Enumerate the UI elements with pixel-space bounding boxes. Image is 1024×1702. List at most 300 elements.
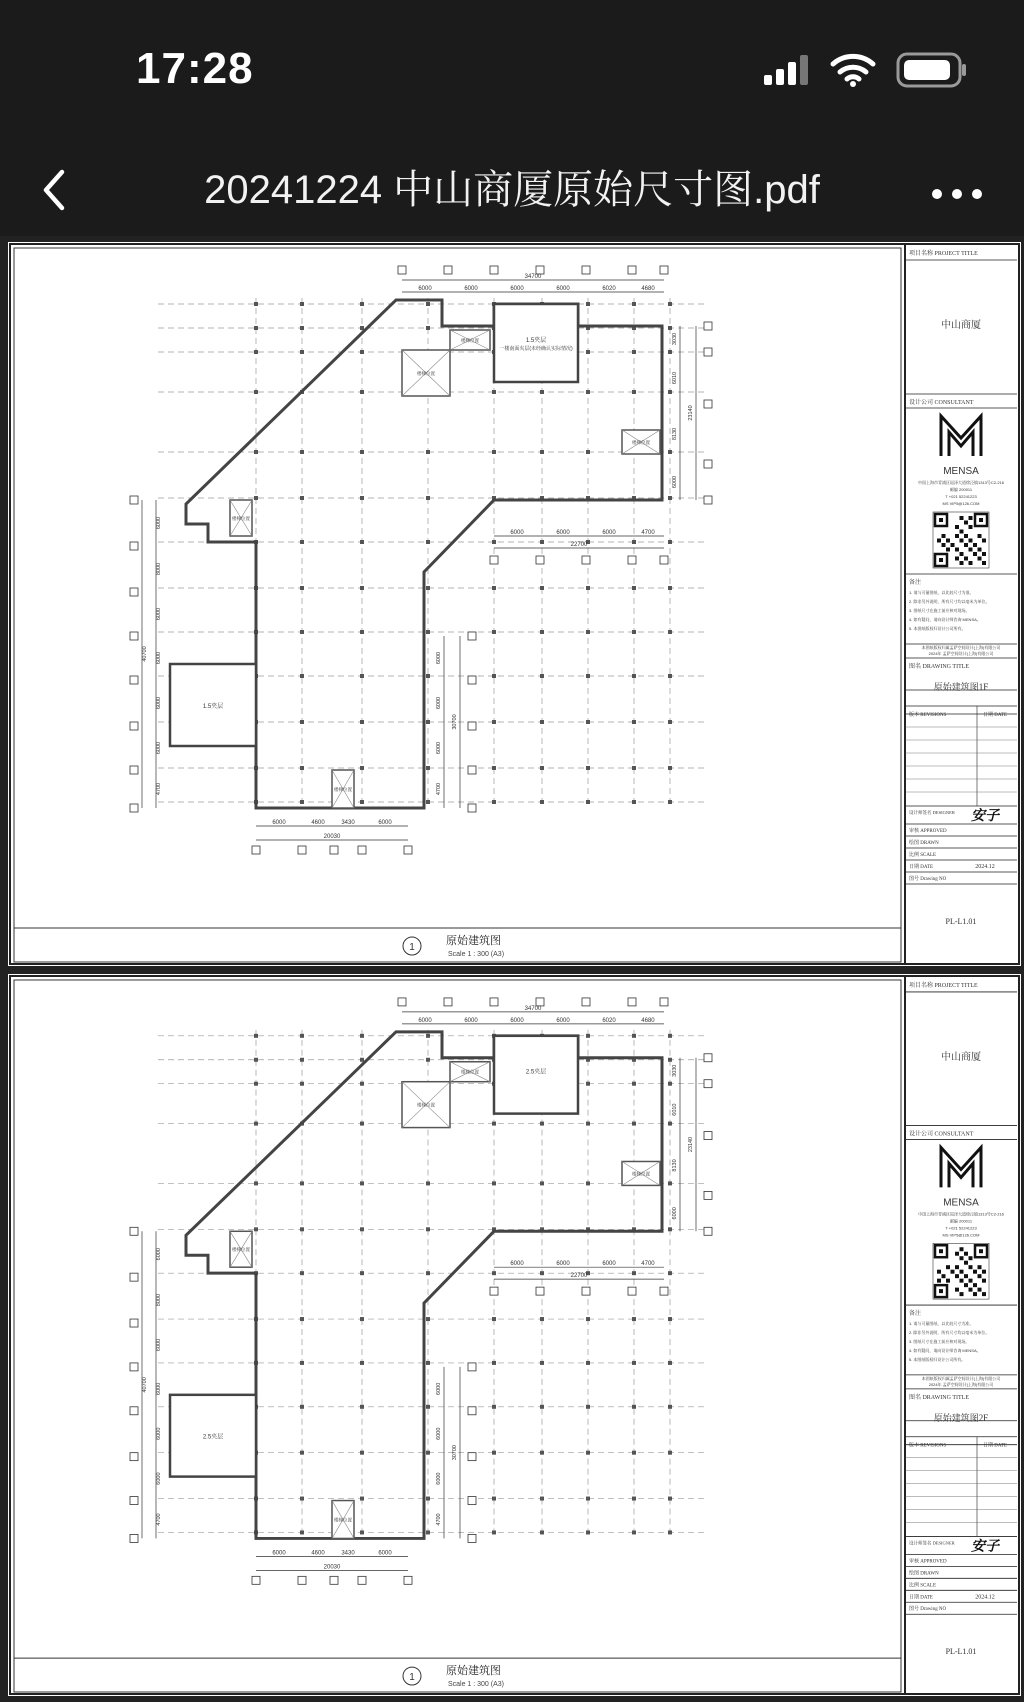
structural-column [254,1082,258,1086]
structural-column [668,350,672,354]
structural-column [540,1405,544,1409]
grid-axis-tag [704,348,712,356]
qr-module [942,1274,946,1278]
grid-axis-tag [130,542,138,550]
grid-axis-tag [130,1534,138,1542]
grid-axis-tag [358,846,366,854]
structural-column [426,1451,430,1455]
structural-column [300,766,304,770]
qr-module [964,557,968,561]
nav-bar [0,140,1024,236]
structural-column [540,1497,544,1501]
dimension-value: 4600 [311,820,325,826]
qr-module [969,1256,973,1260]
structural-column [586,1405,590,1409]
company-phone: T +021 52241223 [945,494,977,499]
qr-module [969,1265,973,1269]
dimension-value: 6000 [156,651,162,665]
grid-axis-tag [704,1054,712,1062]
qr-finder-core [939,1289,943,1293]
structural-column [632,1082,636,1086]
floor-plan-sheet-2 [8,974,1021,1696]
dimension-value: 6000 [672,475,678,489]
grid-axis-tag [468,804,476,812]
copyright-line: 本图纸版权归属孟萨空间设计(上海)有限公司 [921,1375,1001,1381]
grid-axis-tag [628,266,636,274]
qr-module [964,1274,968,1278]
drawing-no-label: 图号 Drawing NO [909,877,947,882]
qr-module [951,1270,955,1274]
structural-column [632,800,636,804]
structural-column [668,674,672,678]
structural-column [586,1317,590,1321]
structural-column [668,586,672,590]
dimension-value: 3430 [341,820,355,826]
qr-module [982,1270,986,1274]
project-title-label: 项目名称 PROJECT TITLE [909,982,978,989]
dimension-value: 6020 [602,286,616,292]
grid-axis-tag [468,632,476,640]
structural-column [300,1181,304,1185]
structural-column [426,326,430,330]
pdf-page-2[interactable] [8,974,1021,1696]
qr-module [960,530,964,534]
dimension-value: 4700 [155,1513,163,1526]
grid-axis-tag [130,496,138,504]
structural-column [300,450,304,454]
grid-axis-tag [582,998,590,1006]
grid-axis-tag [468,1453,476,1461]
qr-module [969,561,973,565]
structural-column [492,390,496,394]
dimension-total: 20030 [323,834,341,840]
grid-axis-tag [130,766,138,774]
structural-column [360,350,364,354]
qr-module [960,516,964,520]
consultant-label: 设计公司 CONSULTANT [909,1131,974,1138]
mensa-logo-icon [941,416,981,456]
structural-column [492,766,496,770]
structural-column [426,1317,430,1321]
dimension-value: 4700 [156,782,162,796]
grid-axis-tag [130,588,138,596]
more-options-button[interactable] [924,154,994,214]
structural-column [360,630,364,634]
structural-column [492,1530,496,1534]
structural-column [540,1451,544,1455]
grid-axis-tag [330,846,338,854]
structural-column [360,766,364,770]
dimension-value: 6000 [556,530,570,536]
grid-axis-tag [490,1287,498,1295]
dimension-value: 6000 [155,1338,163,1352]
structural-column [300,496,304,500]
structural-column [668,1405,672,1409]
qr-module [937,1270,941,1274]
structural-column [632,630,636,634]
structural-column [492,1317,496,1321]
dimension-value: 6000 [556,286,570,292]
structural-column [492,1122,496,1126]
mezzanine-west-label: 2.5夹层 [202,1434,224,1441]
qr-module [982,552,986,556]
grid-axis-tag [404,846,412,854]
wifi-icon [830,53,876,87]
note-line: 2. 除非另外说明，所有尺寸均以毫米为单位。 [909,599,990,604]
structural-column [300,1530,304,1534]
grid-axis-tag [468,766,476,774]
structural-column [492,1271,496,1275]
dimension-value: 6020 [602,1017,616,1024]
qr-module [964,1252,968,1256]
structural-column [586,1082,590,1086]
logo-mark [941,416,981,456]
structural-column [668,1271,672,1275]
dimension-value: 6000 [378,1550,392,1557]
structural-column [254,496,258,500]
structural-column [426,1271,430,1275]
structural-column [668,540,672,544]
grid-axis-tag [704,1227,712,1235]
grid-axis-tag [704,460,712,468]
grid-axis-tag [468,722,476,730]
company-phone: T +021 52241223 [945,1225,977,1231]
grid-axis-tag [628,556,636,564]
structural-column [668,496,672,500]
scale-label: 比例 SCALE [909,853,937,858]
mezzanine-core-label: 2.5夹层 [525,1069,547,1076]
grid-axis-tag [130,676,138,684]
qr-module [955,534,959,538]
note-line: 1. 请与可量图纸，以比较尺寸为准。 [909,590,974,595]
structural-column [492,1181,496,1185]
grid-axis-tag [298,1576,306,1584]
structural-column [668,1034,672,1038]
dimension-value: 6000 [602,1261,616,1268]
structural-column [360,1451,364,1455]
structural-column [426,766,430,770]
structural-column [540,630,544,634]
structural-column [586,674,590,678]
qr-module [973,543,977,547]
structural-column [300,800,304,804]
grid-axis-tag [536,1287,544,1295]
qr-module [960,1247,964,1251]
structural-column [540,1530,544,1534]
structural-column [586,630,590,634]
grid-axis-tag [582,1287,590,1295]
designer-signature: 安子 [971,1537,999,1554]
grid-axis-tag [704,1132,712,1140]
structural-column [632,766,636,770]
structural-column [360,1181,364,1185]
grid-axis-tag [444,998,452,1006]
stair-position-label: 楼梯位置 [232,1247,250,1253]
structural-column [668,1181,672,1185]
dimension-value: 4700 [641,530,655,536]
structural-column [668,1122,672,1126]
drawing-number: PL-L1.01 [945,917,977,926]
note-line: 1. 请与可量图纸，以比较尺寸为准。 [909,1321,974,1327]
structural-column [632,1361,636,1365]
structural-column [360,450,364,454]
dimension-value: 6000 [436,696,442,710]
grid-axis-tag [468,1363,476,1371]
structural-column [426,800,430,804]
grid-axis-tag [330,1576,338,1584]
qr-module [955,557,959,561]
dimension-value: 4680 [641,1017,655,1024]
drawing-scale: Scale 1 : 300 (A3) [448,951,505,958]
stair-position-label: 楼梯位置 [417,371,435,376]
dimension-value: 6000 [155,1472,163,1485]
structural-column [300,350,304,354]
qr-code-icon [933,512,989,568]
qr-finder-core [939,558,943,562]
qr-module [951,543,955,547]
structural-column [426,450,430,454]
structural-column [668,1530,672,1534]
clock-time: 17:28 [136,44,254,93]
structural-column [586,390,590,394]
dimension-value: 6000 [156,741,162,755]
structural-column [426,540,430,544]
pdf-viewer[interactable] [0,236,1024,1702]
dimension-value: 6000 [436,741,442,755]
qr-code-icon [933,1243,989,1299]
qr-module [964,543,968,547]
qr-module [955,1252,959,1256]
structural-column [360,1405,364,1409]
structural-column [492,800,496,804]
structural-column [540,540,544,544]
structural-column [492,1405,496,1409]
grid-axis-tag [252,1576,260,1584]
structural-column [300,1451,304,1455]
dimension-total: 23140 [687,1136,695,1153]
structural-column [492,630,496,634]
qr-module [969,539,973,543]
stair-position-label: 楼梯位置 [632,440,650,445]
structural-column [492,720,496,724]
designer-label: 设计师签名 DESIGNER [909,1540,955,1546]
structural-column [426,1361,430,1365]
grid-axis-tag [490,266,498,274]
grid-axis-tag [468,676,476,684]
structural-column [632,390,636,394]
stair-position-label: 楼梯位置 [334,1517,352,1523]
structural-column [254,1227,258,1231]
structural-column [492,1497,496,1501]
dimension-total: 30700 [452,714,458,730]
structural-column [668,1451,672,1455]
structural-column [668,630,672,634]
structural-column [492,450,496,454]
qr-module [982,1279,986,1283]
structural-column [360,302,364,306]
qr-module [978,548,982,552]
qr-module [973,1270,977,1274]
qr-module [964,1283,968,1287]
grid-axis-tag [660,266,668,274]
structural-column [586,720,590,724]
stair-position-label: 楼梯位置 [461,1069,479,1075]
grid-axis-tag [252,846,260,854]
structural-column [586,450,590,454]
approved-label: 审核 APPROVED [909,829,947,834]
structural-column [426,1530,430,1534]
structural-column [360,390,364,394]
dimension-value: 6000 [602,530,616,536]
dimension-value: 4700 [436,782,442,796]
structural-column [360,1530,364,1534]
qr-module [942,543,946,547]
qr-module [978,1265,982,1269]
structural-column [254,350,258,354]
qr-module [982,561,986,565]
sheet-drawing-title: 原始建筑图2F [933,1412,989,1423]
dimension-total: 34700 [524,1005,542,1012]
grid-axis-tag [468,1534,476,1542]
structural-column [540,766,544,770]
dimension-value: 6000 [272,1550,286,1557]
grid-axis-tag [298,846,306,854]
project-title-label: 项目名称 PROJECT TITLE [909,251,978,257]
grid-axis-tag [582,556,590,564]
dimension-total: 40700 [142,646,148,662]
structural-column [586,1361,590,1365]
structural-column [426,1034,430,1038]
drawing-number-bubble: 1 [409,942,415,953]
dimension-value: 6000 [378,820,392,826]
dimension-value: 6000 [671,1207,679,1220]
structural-column [492,674,496,678]
dimension-value: 8130 [672,427,678,441]
mensa-logo-icon [941,1148,981,1188]
sheet-date: 2024.12 [975,864,995,870]
structural-column [668,390,672,394]
structural-column [586,1034,590,1038]
drawing-title: 原始建筑图 [446,1665,501,1678]
qr-module [960,1256,964,1260]
grid-axis-tag [130,1227,138,1235]
sheet-date-label: 日期 DATE [909,865,934,870]
structural-column [632,720,636,724]
grid-axis-tag [536,266,544,274]
approved-label: 审核 APPROVED [909,1559,947,1565]
structural-column [426,674,430,678]
company-address: 中国上海市青浦区崧泽大道徐泾镇1313号C2-216 [917,480,1005,485]
pdf-page-1[interactable] [8,242,1021,966]
grid-axis-tag [660,1287,668,1295]
structural-column [254,1058,258,1062]
revisions-label: 版本 REVISIONS [909,713,947,718]
note-line: 4. 如有疑问，请向设计师咨询 MENSA。 [909,617,981,622]
dimension-value: 3030 [671,1064,679,1077]
structural-column [254,326,258,330]
drawing-scale: Scale 1 : 300 (A3) [448,1681,504,1689]
structural-column [540,674,544,678]
dimension-value: 6010 [671,1103,679,1116]
structural-column [360,1227,364,1231]
cellular-signal-icon [764,55,810,85]
structural-column [632,540,636,544]
drawing-title-label: 图名 DRAWING TITLE [909,1394,970,1401]
note-line: 5. 本图纸版权归设计公司所有。 [909,1356,966,1362]
mezzanine-core-note: 一楼南面夹层(未经确认实际情况) [499,346,573,352]
structural-column [300,674,304,678]
structural-column [360,800,364,804]
qr-finder-core [979,518,983,522]
grid-axis-tag [130,722,138,730]
structural-column [586,350,590,354]
dimension-value: 6000 [156,696,162,710]
structural-column [492,1451,496,1455]
qr-module [969,548,973,552]
qr-finder-core [939,1249,943,1253]
qr-module [964,534,968,538]
structural-column [632,674,636,678]
structural-column [540,450,544,454]
structural-column [426,1181,430,1185]
note-line: 4. 如有疑问，请向设计师咨询 MENSA。 [909,1347,981,1353]
qr-module [937,1279,941,1283]
dimension-value: 6000 [272,820,286,826]
structural-column [254,450,258,454]
dimension-total: 23140 [688,405,694,421]
dimension-total: 22700 [570,542,588,548]
grid-axis-tag [582,266,590,274]
dimension-value: 6000 [510,286,524,292]
copyright-line: 2024年 孟萨空间设计(上海)有限公司 [928,651,994,656]
qr-module [946,1265,950,1269]
consultant-label: 设计公司 CONSULTANT [909,400,974,406]
structural-column [540,1361,544,1365]
note-line: 5. 本图纸版权归设计公司所有。 [909,626,966,631]
drawing-number: PL-L1.01 [945,1647,977,1657]
grid-axis-tag [444,266,452,274]
structural-column [254,1181,258,1185]
structural-column [668,302,672,306]
qr-module [960,1292,964,1296]
grid-axis-tag [704,496,712,504]
structural-column [668,1082,672,1086]
structural-column [300,1082,304,1086]
qr-module [955,525,959,529]
structural-column [540,586,544,590]
structural-column [360,1361,364,1365]
dimension-value: 6000 [418,1017,432,1024]
sheet-date: 2024.12 [975,1594,995,1601]
qr-module [960,561,964,565]
structural-column [586,1122,590,1126]
brand-name: MENSA [943,1197,979,1209]
qr-module [955,1288,959,1292]
stair-position-label: 楼梯位置 [632,1171,650,1177]
structural-column [300,326,304,330]
structural-column [360,326,364,330]
structural-column [632,350,636,354]
qr-module [942,534,946,538]
structural-column [632,1451,636,1455]
structural-column [540,1317,544,1321]
grid-axis-tag [536,998,544,1006]
dimension-value: 6000 [556,1017,570,1024]
structural-column [668,1058,672,1062]
structural-column [300,586,304,590]
grid-axis-tag [130,1407,138,1415]
qr-module [960,1270,964,1274]
